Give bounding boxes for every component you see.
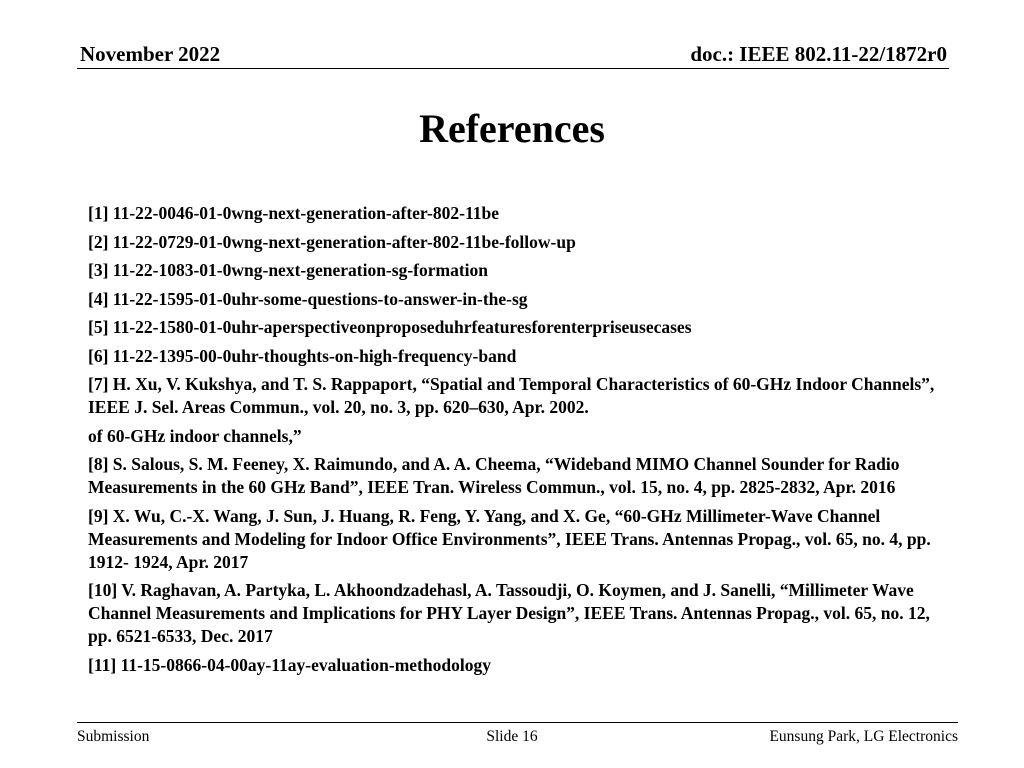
references-list	[88, 202, 936, 682]
reference-item: [4] 11-22-1595-01-0uhr-some-questions-to-answer-in-the-sg	[88, 288, 528, 309]
reference-item: [2] 11-22-0729-01-0wng-next-generation-after-802-11be-follow-up	[88, 231, 576, 252]
slide-title: References	[419, 106, 605, 151]
reference-item: of 60-GHz indoor channels,”	[88, 425, 302, 446]
reference-item: [11] 11-15-0866-04-00ay-11ay-evaluation-methodology	[88, 654, 491, 675]
reference-item: [7] H. Xu, V. Kukshya, and T. S. Rappaport, “Spatial and Temporal Characteristics of 60-GHz Indoor Channels”, IEEE J. Sel. Areas Commun., vol. 20, no. 3, pp. 620–630, Apr. 2002.	[88, 374, 935, 417]
reference-item: [9] X. Wu, C.-X. Wang, J. Sun, J. Huang, R. Feng, Y. Yang, and X. Ge, “60-GHz Millimeter-Wave Channel Measurements and Modeling for Indoor Office Environments”, IEEE Trans. Antennas Propag., vol. 65, no. 4, pp. 1912- 1924, Apr. 2017	[88, 505, 931, 572]
reference-item: [3] 11-22-1083-01-0wng-next-generation-sg-formation	[88, 260, 488, 280]
footer-author: Eunsung Park, LG Electronics	[769, 728, 958, 745]
reference-item: [8] S. Salous, S. M. Feeney, X. Raimundo, and A. A. Cheema, “Wideband MIMO Channel Sounder for Radio Measurements in the 60 GHz Band”, IEEE Tran. Wireless Commun., vol. 15, no. 4, pp. 2825-2832, Apr. 2016	[88, 454, 900, 497]
reference-item: [10] V. Raghavan, A. Partyka, L. Akhoondzadehasl, A. Tassoudji, O. Koymen, and J. Sanelli, “Millimeter Wave Channel Measurements and Implications for PHY Layer Design”, IEEE Trans. Antennas Propag., vol. 65, no. 12, pp. 6521-6533, Dec. 2017	[88, 580, 930, 646]
header-doc-id: doc.: IEEE 802.11-22/1872r0	[690, 42, 947, 66]
header-divider	[77, 68, 949, 69]
footer-divider	[77, 722, 958, 723]
header-date: November 2022	[80, 42, 221, 66]
footer-slide-number: Slide 16	[486, 728, 538, 745]
reference-item: [5] 11-22-1580-01-0uhr-aperspectiveonproposeduhrfeaturesforenterpriseusecases	[88, 317, 692, 337]
reference-item: [1] 11-22-0046-01-0wng-next-generation-after-802-11be	[88, 203, 499, 223]
footer-submission: Submission	[77, 728, 150, 745]
reference-item: [6] 11-22-1395-00-0uhr-thoughts-on-high-frequency-band	[88, 345, 517, 366]
